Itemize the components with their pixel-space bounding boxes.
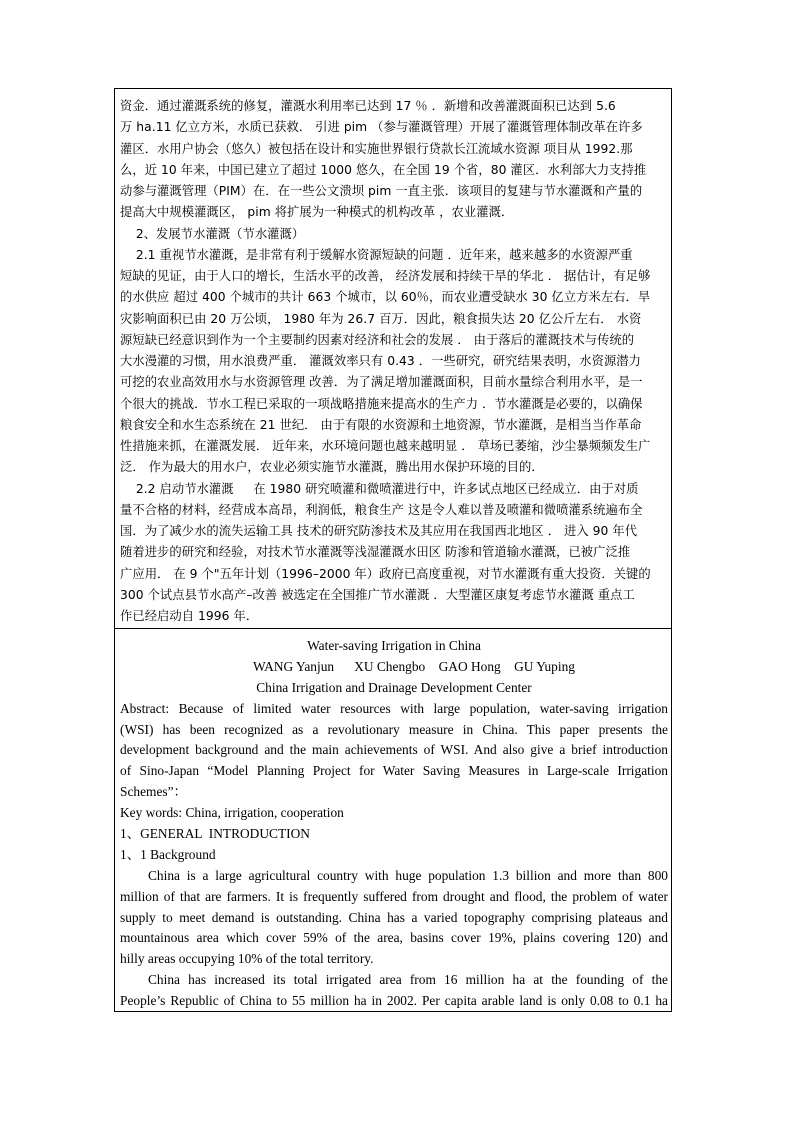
cn-line: 量不合格的材料，经营成本高昂，利润低，粮食生产 这是令人难以普及喷灌和微喷灌系统遍布全 (120, 502, 643, 517)
cn-line: 300 个试点县节水高产–改善 被选定在全国推广节水灌溉 ．大型灌区康复考虑节水灌溉 重点工 (120, 587, 635, 602)
cn-line: 随着进步的研究和经验，对技术节水灌溉等浅湿灌溉水田区 防渗和管道输水灌溉，已被广泛推 (120, 545, 631, 560)
paper-title: Water-saving Irrigation in China (307, 638, 481, 653)
paragraph-line: China is a large agricultural country with huge population 1.3 billion and more than 800 (148, 867, 668, 883)
cn-line: 么，近 10 年来，中国已建立了超过 1000 悠久，在全国 19 个省，80 灌区．水利部大力支持推 (120, 162, 647, 177)
cn-line: 提高大中规模灌溉区， pim 将扩展为一种模式的机构改革 ，农业灌溉． (120, 205, 514, 220)
paper-affiliation: China Irrigation and Drainage Development Center (256, 679, 532, 695)
paper-authors: WANG Yanjun XU Chengbo GAO Hong GU Yuping (253, 658, 575, 674)
cn-line: 动参与灌溉管理（PIM）在．在一些公文溃坝 pim 一直主张．该项目的复建与节水灌溉和产量的 (120, 184, 643, 198)
cn-line: 2.1 重视节水灌溉，是非常有利于缓解水资源短缺的问题 ．近年来，越来越多的水资源严重 (120, 247, 633, 262)
keywords: Key words: China, irrigation, cooperation (120, 805, 344, 821)
paragraph-line: hilly areas occupying 10% of the total territory. (120, 951, 374, 967)
paragraph-line: China has increased its total irrigated area from 16 million ha at the founding of the (148, 972, 668, 988)
cn-heading: 2、发展节水灌溉（节水灌溉） (120, 226, 305, 241)
section-heading: 1、GENERAL INTRODUCTION (120, 826, 310, 842)
section-divider (114, 628, 672, 629)
abstract-line: of Sino-Japan “Model Planning Project for Water Saving Measures in Large-scale Irrigation (120, 763, 668, 779)
cn-line: 个很大的挑战．节水工程已采取的一项战略措施来提高水的生产力 ．节水灌溉是必要的，以确保 (120, 396, 643, 411)
paragraph-line: supply to meet demand is outstanding. China has a varied topography comprising plateaus and (120, 909, 668, 925)
cn-line: 短缺的见证，由于人口的增长，生活水平的改善， 经济发展和持续干旱的华北 ． 据估计，有足够 (120, 269, 651, 283)
cn-line: 源短缺已经意识到作为一个主要制约因素对经济和社会的发展 ． 由于落后的灌溉技术与传统的 (120, 332, 635, 347)
cn-line: 的水供应 超过 400 个城市的共计 663 个城市，以 60％，而农业遭受缺水 30 亿立方米左右．旱 (120, 290, 651, 305)
cn-line: 资金．通过灌溉系统的修复，灌溉水利用率已达到 17 ％ ．新增和改善灌溉面积已达到 5.6 (120, 99, 616, 113)
paragraph-line: million of that are farmers. It is frequently suffered from drought and flood, the problem of water (120, 888, 668, 904)
cn-line: 粮食安全和水生态系统在 21 世纪． 由于有限的水资源和土地资源，节水灌溉，是相当当作革命 (120, 417, 642, 432)
chinese-text-block (120, 96, 668, 627)
cn-line: 性措施来抓，在灌溉发展． 近年来，水环境问题也越来越明显 ． 草场已萎缩，沙尘暴频频发生广 (120, 439, 651, 453)
english-text-block (120, 636, 668, 1012)
cn-line: 国．为了减少水的流失运输工具 技术的研究防渗技术及其应用在我国西北地区 ． 进入 90 年代 (120, 524, 638, 538)
paragraph-line: People’s Republic of China to 55 million ha in 2002. Per capita arable land is only 0.08 to 0.1 ha (120, 993, 668, 1009)
paragraph-line: mountainous area which cover 59% of the area, basins cover 19%, plains covering 120) and (120, 930, 668, 946)
cn-line: 大水漫灌的习惯，用水浪费严重． 灌溉效率只有 0.43 ．一些研究，研究结果表明，水资源潜力 (120, 354, 641, 368)
abstract-line: development background and the main achievements of WSI. And also give a brief introduction (120, 742, 668, 758)
abstract-line: Schemes”： (120, 784, 187, 800)
cn-line: 可挖的农业高效用水与水资源管理 改善．为了满足增加灌溉面积，目前水量综合利用水平，是一 (120, 375, 643, 390)
cn-line: 万 ha.11 亿立方米，水质已获救． 引进 pim （参与灌溉管理）开展了灌溉管理体制改革在许多 (120, 120, 643, 135)
cn-line: 灌区．水用户协会（悠久）被包括在设计和实施世界银行贷款长江流域水资源 项目从 1992.那 (120, 141, 633, 156)
cn-line: 作已经启动自 1996 年． (120, 609, 259, 623)
subsection-heading: 1、1 Background (120, 846, 216, 862)
cn-line: 广应用． 在 9 个"五年计划（1996–2000 年）政府已高度重视，对节水灌溉有重大投资．关键的 (120, 566, 651, 581)
cn-line: 灾影响面积已由 20 万公顷， 1980 年为 26.7 百万．因此，粮食损失达 20 亿公斤左右． 水资 (120, 311, 642, 326)
cn-line: 泛． 作为最大的用水户，农业必须实施节水灌溉，腾出用水保护环境的目的． (120, 460, 544, 475)
abstract-line: (WSI) has been recognized as a revolutionary measure in China. This paper presents the (120, 721, 668, 737)
abstract-line: Abstract: Because of limited water resources with large population, water-saving irrigation (120, 700, 668, 716)
cn-line: 2.2 启动节水灌溉 在 1980 研究喷灌和微喷灌进行中，许多试点地区已经成立．由于对质 (120, 481, 639, 496)
